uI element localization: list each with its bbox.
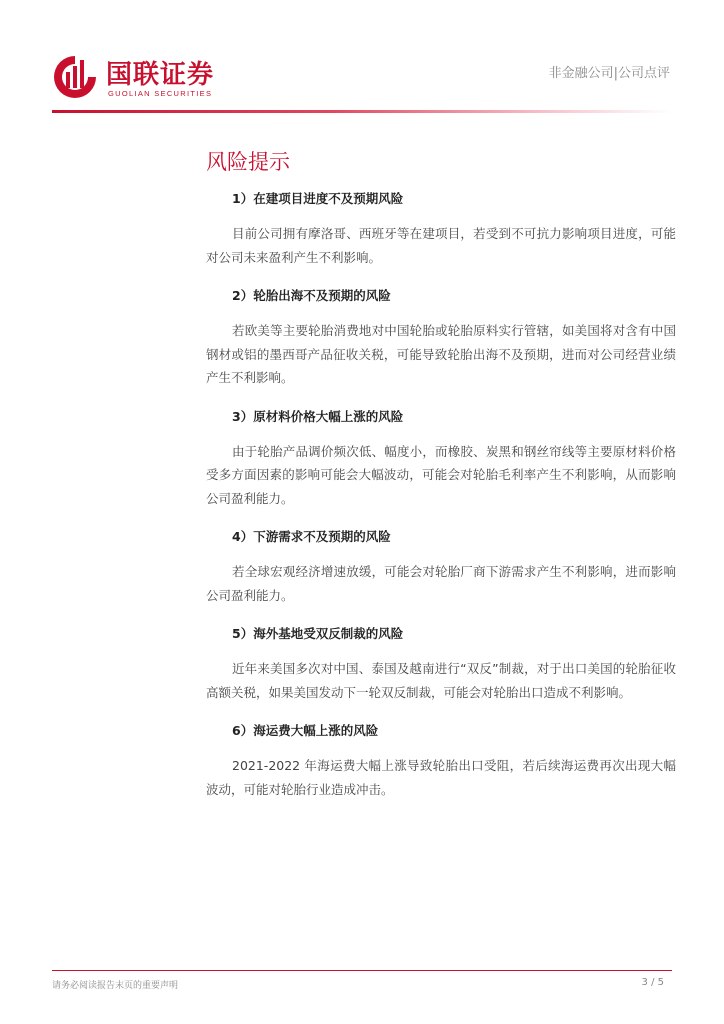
logo-english-name: GUOLIAN SECURITIES: [108, 89, 213, 98]
risk-body: 2021-2022 年海运费大幅上涨导致轮胎出口受阻，若后续海运费再次出现大幅波动，可能对轮胎行业造成冲击。: [206, 758, 676, 797]
company-logo: [52, 54, 252, 104]
risk-body: 若全球宏观经济增速放缓，可能会对轮胎厂商下游需求产生不利影响，进而影响公司盈利能力。: [206, 564, 676, 603]
footer-divider: [52, 970, 672, 971]
header-divider: [52, 110, 672, 113]
risk-item: [206, 625, 676, 704]
page-header: [0, 0, 724, 116]
main-content: [206, 148, 676, 819]
risk-item: [206, 528, 676, 607]
risk-heading: 3）原材料价格大幅上涨的风险: [232, 408, 404, 424]
risk-body: 近年来美国多次对中国、泰国及越南进行“双反”制裁，对于出口美国的轮胎征收高额关税，如果美国发动下一轮双反制裁，可能会对轮胎出口造成不利影响。: [206, 661, 676, 700]
report-type-label: 非金融公司|公司点评: [548, 66, 670, 81]
logo-chinese-name: 国联证券: [106, 60, 215, 90]
risk-body: 若欧美等主要轮胎消费地对中国轮胎或轮胎原料实行管辖，如美国将对含有中国钢材或铝的墨西哥产品征收关税，可能导致轮胎出海不及预期，进而对公司经营业绩产生不利影响。: [206, 323, 676, 385]
risk-item: [206, 287, 676, 390]
risk-heading: 4）下游需求不及预期的风险: [232, 529, 391, 544]
risk-item: [206, 190, 676, 269]
risk-item: [206, 408, 676, 511]
section-title: 风险提示: [206, 150, 290, 174]
risk-item: [206, 722, 676, 801]
guolian-logo-icon: [52, 54, 98, 100]
risk-body: 由于轮胎产品调价频次低、幅度小，而橡胶、炭黑和钢丝帘线等主要原材料价格受多方面因素的影响可能会大幅波动，可能会对轮胎毛利率产生不利影响，从而影响公司盈利能力。: [206, 443, 676, 506]
risk-heading: 6）海运费大幅上涨的风险: [232, 723, 379, 738]
risk-heading: 5）海外基地受双反制裁的风险: [232, 626, 404, 641]
page-number: 3 / 5: [641, 977, 664, 988]
risk-body: 目前公司拥有摩洛哥、西班牙等在建项目，若受到不可抗力影响项目进度，可能对公司未来盈利产生不利影响。: [206, 226, 676, 265]
risk-heading: 2）轮胎出海不及预期的风险: [232, 288, 391, 303]
risk-heading: 1）在建项目进度不及预期风险: [232, 191, 404, 206]
footer-disclaimer: 请务必阅读报告末页的重要声明: [52, 981, 179, 991]
